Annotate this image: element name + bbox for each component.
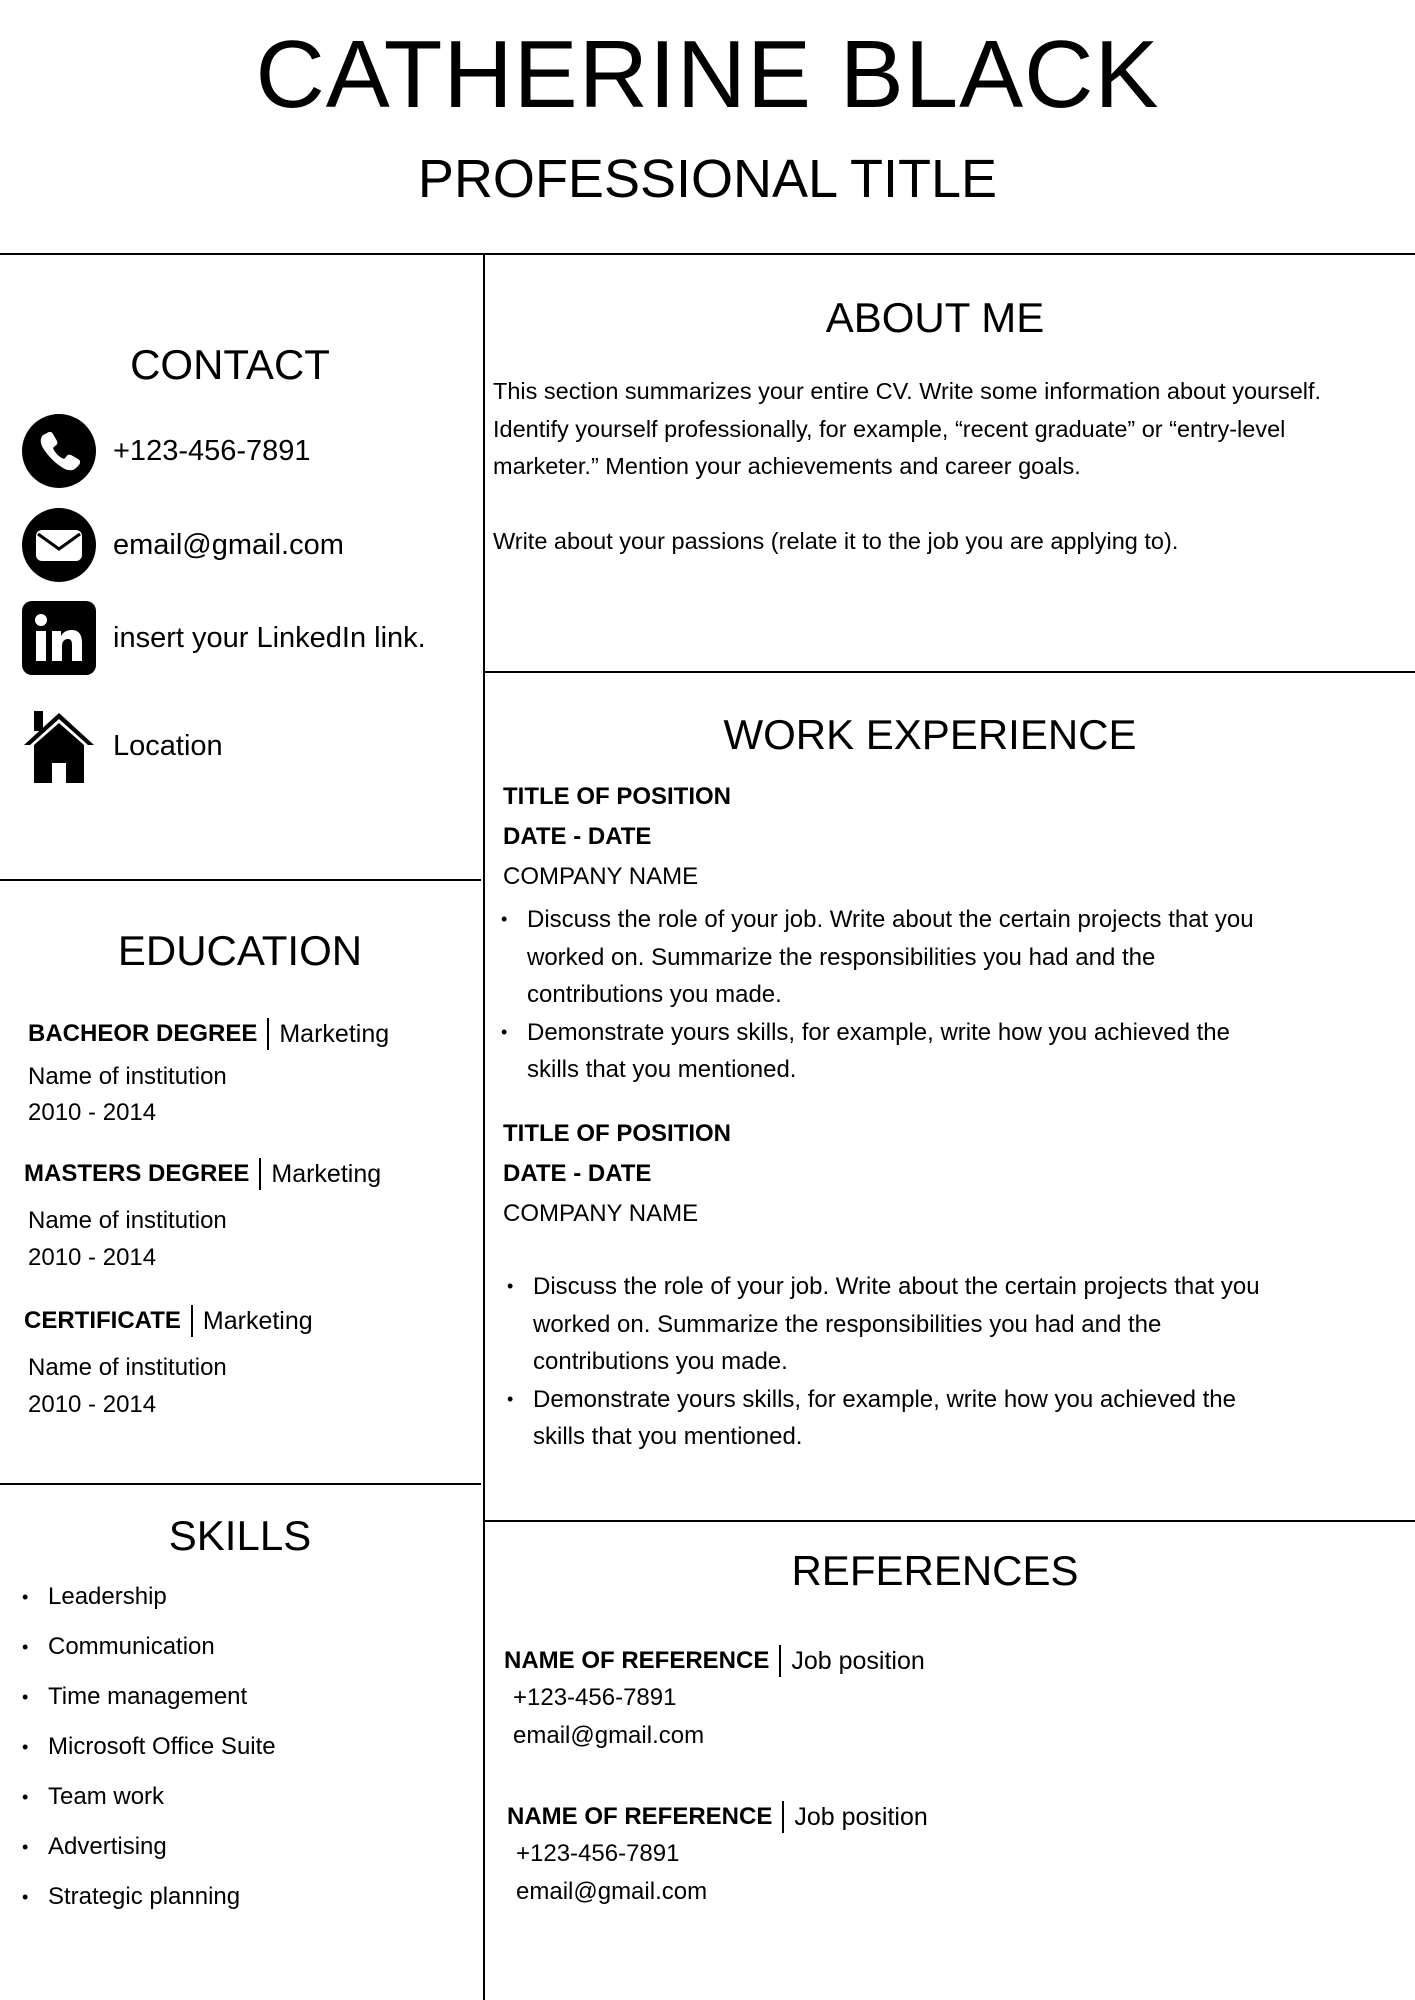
references-heading: REFERENCES xyxy=(791,1547,1079,1594)
education-entry-3-years: 2010 - 2014 xyxy=(28,1391,157,1418)
education-entry-3-header xyxy=(24,1305,313,1337)
reference-email: email@gmail.com xyxy=(513,1721,705,1749)
job-bullets xyxy=(501,901,1254,1089)
bullet-line: contributions you made. xyxy=(533,1348,788,1375)
job-title: TITLE OF POSITION xyxy=(503,783,731,810)
about-line: marketer.” Mention your achievements and career goals. xyxy=(493,453,1081,479)
reference-header xyxy=(504,1645,925,1677)
degree-label: MASTERS DEGREE xyxy=(24,1160,250,1187)
phone-icon xyxy=(22,414,96,488)
about-work-divider xyxy=(485,671,1415,673)
bullet-line: • Discuss the role of your job. Write about the certain projects that you xyxy=(533,1273,1260,1300)
reference-position: Job position xyxy=(794,1802,928,1831)
education-entry-1-header xyxy=(28,1018,389,1050)
job-dates: DATE - DATE xyxy=(503,1160,652,1187)
job-company: COMPANY NAME xyxy=(503,863,699,890)
separator-bar xyxy=(267,1018,269,1050)
bullet-line: contributions you made. xyxy=(527,981,782,1008)
skills-heading: SKILLS xyxy=(168,1512,312,1559)
contact-location xyxy=(22,708,223,784)
reference-phone: +123-456-7891 xyxy=(513,1684,677,1711)
reference-phone: +123-456-7891 xyxy=(516,1840,680,1867)
job-bullet xyxy=(507,1268,1260,1381)
job-bullet xyxy=(507,1381,1260,1456)
work-heading: WORK EXPERIENCE xyxy=(723,711,1137,758)
about-line: This section summarizes your entire CV. Write some information about yourself. xyxy=(493,378,1322,404)
reference-header xyxy=(507,1801,928,1833)
job-title: TITLE OF POSITION xyxy=(503,1120,731,1147)
linkedin-icon xyxy=(22,601,96,675)
skill-item: • Microsoft Office Suite xyxy=(22,1722,462,1772)
education-entry-1-institution: Name of institution xyxy=(28,1063,227,1090)
degree-label: BACHEOR DEGREE xyxy=(28,1020,258,1047)
field-label: Marketing xyxy=(202,1306,313,1335)
work-job-2 xyxy=(503,1114,1260,1456)
reference-position: Job position xyxy=(791,1646,925,1675)
contact-email-label: email@gmail.com xyxy=(113,528,344,561)
education-entry-3-institution: Name of institution xyxy=(28,1354,227,1381)
about-text xyxy=(493,373,1321,561)
education-skills-divider xyxy=(0,1483,481,1485)
skills-list xyxy=(22,1572,462,1922)
separator-bar xyxy=(191,1305,193,1337)
reference-email: email@gmail.com xyxy=(516,1877,708,1905)
job-bullet xyxy=(501,1014,1254,1089)
bullet-line: worked on. Summarize the responsibilities you had and the xyxy=(533,1310,1162,1338)
work-references-divider xyxy=(485,1520,1415,1522)
contact-education-divider xyxy=(0,879,481,881)
education-entry-2-institution: Name of institution xyxy=(28,1207,227,1234)
contact-location-label: Location xyxy=(113,729,223,762)
field-label: Marketing xyxy=(271,1159,382,1188)
reference-name: NAME OF REFERENCE xyxy=(504,1647,770,1674)
mail-icon xyxy=(22,508,96,582)
contact-linkedin-label: insert your LinkedIn link. xyxy=(113,621,426,654)
about-line: Identify yourself professionally, for example, “recent graduate” or “entry-level xyxy=(493,415,1286,442)
skill-item: • Team work xyxy=(22,1772,462,1822)
field-label: Marketing xyxy=(279,1019,390,1048)
about-heading: ABOUT ME xyxy=(825,294,1045,341)
reference-entry-2 xyxy=(507,1801,928,1910)
separator-bar xyxy=(782,1801,784,1833)
education-heading: EDUCATION xyxy=(117,927,363,974)
contact-email xyxy=(22,508,344,582)
contact-linkedin xyxy=(22,601,426,675)
bullet-line: skills that you mentioned. xyxy=(527,1056,797,1083)
degree-label: CERTIFICATE xyxy=(24,1307,181,1334)
work-job-1 xyxy=(503,777,1254,1089)
skill-item: • Communication xyxy=(22,1622,462,1672)
bullet-line: skills that you mentioned. xyxy=(533,1423,803,1450)
reference-entry-1 xyxy=(504,1645,925,1754)
education-entry-2-years: 2010 - 2014 xyxy=(28,1244,157,1271)
professional-title: PROFESSIONAL TITLE xyxy=(417,149,998,209)
job-company: COMPANY NAME xyxy=(503,1200,699,1227)
header-divider xyxy=(0,253,1415,255)
bullet-line: • Demonstrate yours skills, for example, write how you achieved the xyxy=(533,1385,1236,1413)
education-entry-2-header xyxy=(24,1158,381,1190)
separator-bar xyxy=(779,1645,781,1677)
bullet-line: • Discuss the role of your job. Write about the certain projects that you xyxy=(527,906,1254,933)
bullet-line: • Demonstrate yours skills, for example, write how you achieved the xyxy=(527,1018,1230,1046)
about-passion: Write about your passions (relate it to the job you are applying to). xyxy=(493,528,1179,554)
separator-bar xyxy=(259,1158,261,1190)
resume-name: CATHERINE BLACK xyxy=(255,21,1160,128)
job-dates: DATE - DATE xyxy=(503,823,652,850)
job-bullets xyxy=(507,1268,1260,1456)
contact-phone-label: +123-456-7891 xyxy=(113,434,311,467)
reference-name: NAME OF REFERENCE xyxy=(507,1803,773,1830)
bullet-line: worked on. Summarize the responsibilities you had and the xyxy=(527,943,1156,971)
contact-heading: CONTACT xyxy=(130,341,330,388)
job-bullet xyxy=(501,901,1254,1014)
education-entry-1-years: 2010 - 2014 xyxy=(28,1099,157,1126)
skill-item: • Time management xyxy=(22,1672,462,1722)
contact-phone xyxy=(22,414,311,488)
column-divider xyxy=(483,253,485,2000)
skill-item: • Strategic planning xyxy=(22,1872,462,1922)
skill-item: • Advertising xyxy=(22,1822,462,1872)
skill-item: • Leadership xyxy=(22,1572,462,1622)
home-icon xyxy=(22,708,96,784)
